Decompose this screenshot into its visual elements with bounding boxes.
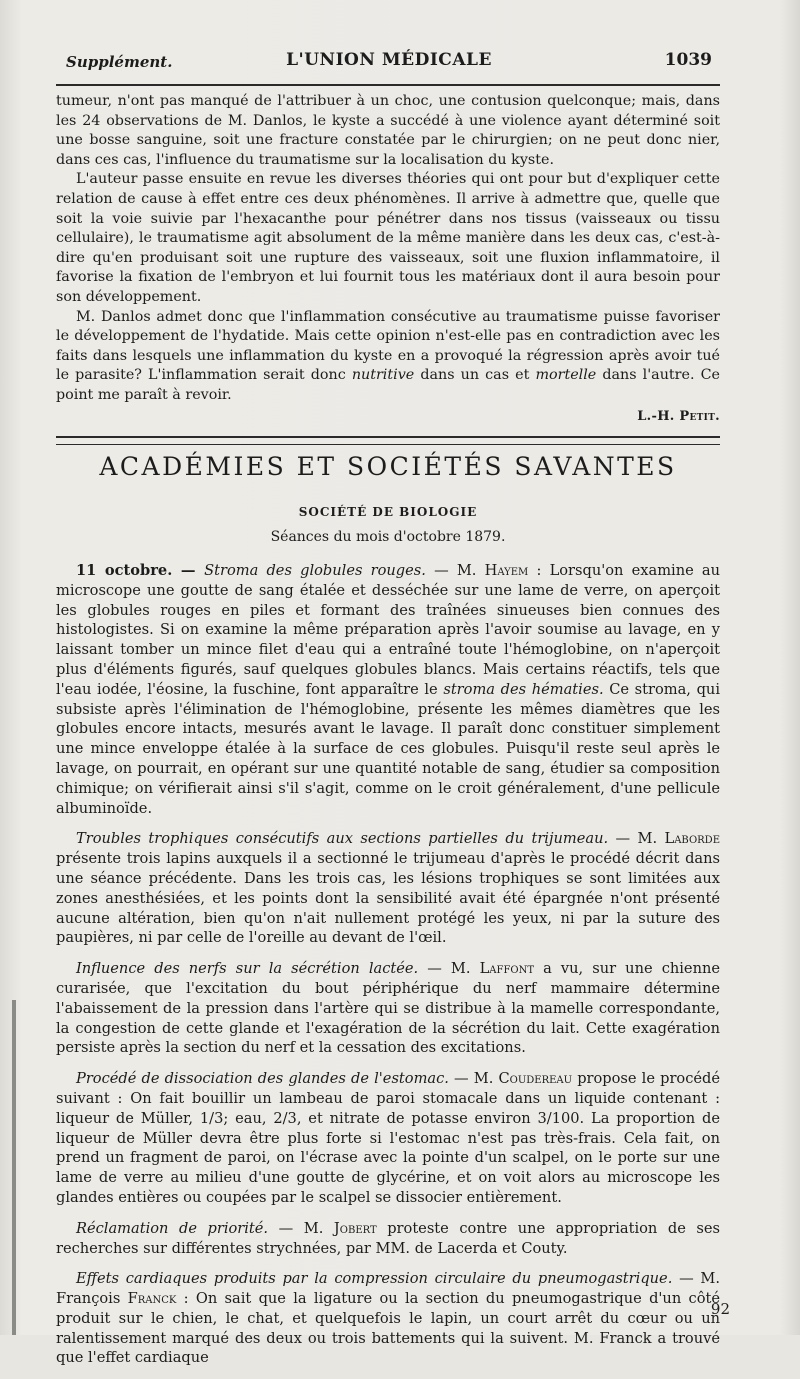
- binding-edge: [12, 1000, 16, 1335]
- header-rule: [56, 84, 720, 86]
- paragraph: tumeur, n'ont pas manqué de l'attribuer à un choc, une contusion quelconque; mais, dans les 24 observations de M. Danlos, le kyste a succédé à une violence ayant déterminé soit une bosse sanguine, soit une fracture constatée par le chirurgien; on ne peut donc nier, dans ces cas, l'influence du traumatisme sur la localisation du kyste.: [56, 93, 720, 168]
- report-entry: Influence des nerfs sur la sécrétion lactée. — M. Laffont a vu, sur une chienne curarisée, que l'excitation du bout périphérique du nerf mammaire détermine l'abaissement de la pression dans l'artère qui se distribue à la mamelle correspondante, la congestion de cette glande et l'exagération de la sécrétion du lait. Cette exagération persiste après la section du nerf et la cessation des excitations.: [56, 960, 721, 1057]
- society-heading: SOCIÉTÉ DE BIOLOGIE: [298, 505, 478, 519]
- paragraph: M. Danlos admet donc que l'inflammation consécutive au traumatisme puisse favoriser le développement de l'hydatide. Mais cette opinion n'est-elle pas en contradiction avec les faits dans lesquels une inflammation du kyste en a provoqué la régression après avoir tué le parasite? L'inflammation serait donc nutritive dans un cas et mortelle dans l'autre. Ce point me paraît à revoir.: [56, 308, 720, 403]
- sessions-heading: Séances du mois d'octobre 1879.: [270, 529, 506, 545]
- page-number: 1039: [664, 50, 712, 70]
- section-divider: [56, 436, 720, 445]
- report-entry: Réclamation de priorité. — M. Jobert proteste contre une appropriation de ses recherches sur différentes strychnées, par MM. de Lacerda et Couty.: [56, 1219, 720, 1257]
- paragraph: L'auteur passe ensuite en revue les diverses théories qui ont pour but d'expliquer cette relation de cause à effet entre ces deux phénomènes. Il arrive à admettre que, quelle que soit la voie suivie par l'hexacanthe pour pénétrer dans nos tissus (vaisseaux ou tissu cellulaire), le traumatisme agit absolument de la même manière dans les deux cas, c'est-à-dire qu'en produisant soit une rupture des vaisseaux, soit une fluxion inflammatoire, il favorise la fixation de l'embryon et lui fournit tous les matériaux dont il aura besoin pour son développement.: [56, 171, 720, 305]
- journal-title: L'UNION MÉDICALE: [286, 50, 492, 70]
- report-entry: Effets cardiaques produits par la compression circulaire du pneumogastrique. — M. François Franck : On sait que la ligature ou la section du pneumogastrique d'un côté produit sur le chien, le chat, et quelquefois le lapin, un court arrêt du cœur ou un ralentissement marqué des deux ou trois battements qui la suivent. M. Franck a trouvé que l'effet cardiaque: [56, 1270, 720, 1367]
- top-article: [56, 92, 720, 426]
- author-signature: L.-H. Petit.: [637, 408, 720, 424]
- report-entry: 11 octobre. — Stroma des globules rouges. — M. Hayem : Lorsqu'on examine au microscope une goutte de sang étalée et desséchée sur une lame de verre, on aperçoit les globules rouges en piles et formant des traînées sinueuses bien connues des histologistes. Si on examine la même préparation après l'avoir soumise au lavage, en y laissant tomber un mince filet d'eau qui a entraîné toute l'hémoglobine, on n'aperçoit plus d'éléments figurés, sauf quelques globules blancs. Mais certains réactifs, tels que l'eau iodée, l'éosine, la fuschine, font apparaître le stroma des hématies. Ce stroma, qui subsiste après l'élimination de l'hémoglobine, présente les mêmes diamètres que les globules encore intacts, mesurés avant le lavage. Il paraît donc constituer simplement une mince enveloppe étalée à la surface de ces globules. Puisqu'il reste seul après le lavage, on pourrait, en opérant sur une quantité notable de sang, étudier sa composition chimique; on vérifierait ainsi s'il s'agit, comme on le croit généralement, d'une pellicule albuminoïde.: [56, 562, 721, 817]
- report-entry: Troubles trophiques consécutifs aux sections partielles du trijumeau. — M. Laborde présente trois lapins auxquels il a sectionné le trijumeau d'après le procédé décrit dans une séance précédente. Dans les trois cas, les lésions trophiques se sont limitées aux zones anesthésiées, et les points dont la sensibilité avait été épargnée n'ont présenté aucune altération, bien qu'on n'ait nullement protégé les yeux, ni par la suture des paupières, ni par celle de l'oreille au devant de l'œil.: [56, 830, 720, 947]
- section-title: ACADÉMIES ET SOCIÉTÉS SAVANTES: [99, 452, 677, 481]
- running-head-left: Supplément.: [66, 53, 173, 71]
- signature-mark: 92: [710, 1300, 730, 1318]
- report-entry: Procédé de dissociation des glandes de l'estomac. — M. Coudereau propose le procédé suivant : On fait bouillir un lambeau de paroi stomacale dans un liquide contenant : liqueur de Müller, 1/3; eau, 2/3, et nitrate de potasse environ 3/100. La proportion de liqueur de Müller devra être plus forte si l'estomac n'est pas très-frais. Cela fait, on prend un fragment de paroi, on l'écrase avec la pointe d'un scalpel, on le porte sur une lame de verre au milieu d'une goutte de glycérine, et on voit alors au microscope les glandes entières ou coupées par le scalpel se dissocier entièrement.: [56, 1070, 720, 1206]
- society-report: [56, 561, 720, 1379]
- running-head: [66, 48, 712, 78]
